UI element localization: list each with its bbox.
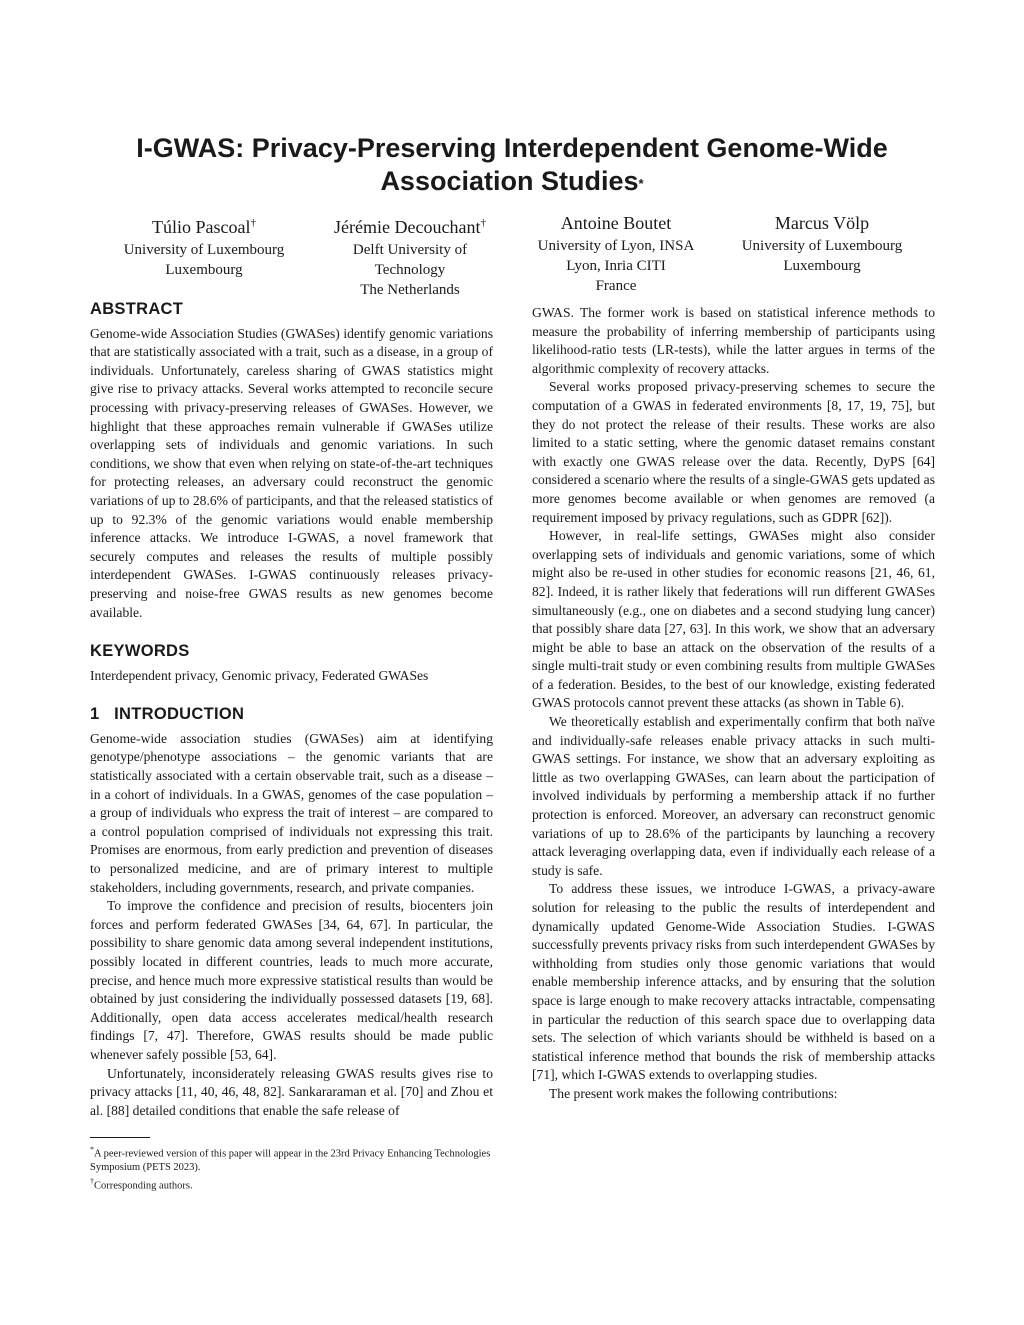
body-paragraph: The present work makes the following contributions: — [549, 1085, 838, 1101]
footnote-mark: † — [90, 1176, 94, 1186]
author-2 — [305, 210, 515, 300]
intro-paragraph: Genome-wide association studies (GWASes) aim at identifying genotype/phenotype associations – the genomic variants that are statistically associated with a certain observable trait, such as a disease – in a cohort of individuals. In a GWAS, genomes of the case population – a group of individuals who express the trait of interest – are compared to a control population comprised of individuals not expressing this trait. Promises are enormous, from early prediction and prevention of diseases to personalized medicine, and are of primary interest to multiple stakeholders, including governments, research, and private companies. — [90, 730, 493, 895]
author-affiliation: University of Lyon, INSA — [537, 238, 695, 254]
right-column — [532, 304, 935, 1104]
author-affiliation: University of Luxembourg — [123, 242, 285, 258]
abstract-heading: ABSTRACT — [90, 300, 184, 318]
intro-paragraph: To improve the confidence and precision of results, biocenters join forces and perform federated GWASes [34, 64, 67]. In particular, the possibility to share genomic data among several independent institutions, possibly located in different countries, leads to much more accurate, precise, and hence much more expressive statistical results than would be obtained by just considering the individually possessed datasets [19, 68]. Additionally, open data access accelerates medical/health research findings [7, 47]. Therefore, GWAS results should be made public whenever safely possible [53, 64]. — [90, 898, 493, 1062]
footnote-mark: * — [90, 1145, 94, 1154]
footnote — [90, 1143, 493, 1175]
footnote-text: Corresponding authors. — [94, 1180, 193, 1191]
paper-title: I-GWAS: Privacy-Preserving Interdependent Genome-Wide Association Studies* — [136, 133, 888, 196]
keywords-text: Interdependent privacy, Genomic privacy, Federated GWASes — [90, 667, 429, 683]
body-paragraph: To address these issues, we introduce I-GWAS, a privacy-aware solution for releasing to the public the results of interdependent and dynamically updated Genome-Wide Association Studies. I-GWAS successfully prevents privacy risks from such interdependent GWASes by withholding from studies only those genomic variations that would enable membership inference attacks, and by ensuring that the solution space is large enough to make recovery attacks intractable, compensating in particular the reduction of this search space due to overlapping data sets. The selection of which variants should be withheld is based on a statistical inference method that bounds the risk of membership attacks [71], which I-GWAS extends to overlapping studies. — [532, 881, 935, 1083]
author-country: France — [595, 278, 637, 294]
author-1 — [99, 210, 309, 280]
introduction-heading: 1 INTRODUCTION — [90, 705, 245, 724]
body-paragraph: However, in real-life settings, GWASes might also consider overlapping sets of individuals and genomic variations, some of which might also be re-used in other studies for economic reasons [21, 46, 61, 82]. Indeed, it is rather likely that federations will run different GWASes simultaneously (e.g., one on diabetes and a second studying lung cancer) that possibly share data [27, 63]. In this work, we show that an adversary might be able to base an attack on the observation of the results of a single multi-trait study or even combining results from multiple GWASes of a federation. Besides, to the best of our knowledge, existing federated GWAS protocols cannot prevent these attacks (as shown in Table 6). — [532, 528, 935, 711]
author-mark: † — [480, 217, 486, 229]
footnote-text: A peer-reviewed version of this paper will appear in the 23rd Privacy Enhancing Technologies Symposium (PETS 2023). — [90, 1148, 491, 1173]
author-affiliation: Delft University of — [352, 242, 468, 258]
author-country: Luxembourg — [783, 258, 861, 274]
body-paragraph: GWAS. The former work is based on statistical inference methods to measure the probability of inferring membership of participants using likelihood-ratio tests (LR-tests), while the latter argues in terms of the algorithmic complexity of recovery attacks. — [532, 305, 935, 376]
author-affiliation: University of Luxembourg — [741, 238, 903, 254]
abstract-text: Genome-wide Association Studies (GWASes) identify genomic variations that are statistically associated with a trait, such as a disease, in a group of individuals. Unfortunately, careless sharing of GWAS statistics might give rise to privacy attacks. Several works attempted to reconcile secure processing with privacy-preserving releases of GWASes. However, we highlight that these approaches remain vulnerable if GWASes utilize overlapping sets of individuals and genomic variations. In such conditions, we show that even when relying on state-of-the-art techniques for protecting releases, an adversary could reconstruct the genomic variations of up to 28.6% of participants, and that the released statistics of up to 92.3% of the genomic variations would enable membership inference attacks. We introduce I-GWAS, a novel framework that securely computes and releases the results of multiple possibly interdependent GWASes. I-GWAS continuously releases privacy-preserving and noise-free GWAS results as new genomes become available. — [90, 325, 493, 620]
author-affiliation: Technology — [374, 262, 446, 278]
title-footnote-mark: * — [638, 176, 644, 191]
author-3 — [511, 210, 721, 296]
keywords-heading: KEYWORDS — [90, 642, 190, 661]
author-name: Jérémie Decouchant — [334, 217, 481, 237]
footnote — [90, 1175, 493, 1193]
intro-paragraph: Unfortunately, inconsiderately releasing GWAS results gives rise to privacy attacks [11, 40, 46, 48, 82]. Sankararaman et al. [70] and Zhou et al. [88] detailed conditions that enable the safe release of — [90, 1065, 493, 1118]
footnote-rule — [90, 1137, 150, 1138]
left-column — [90, 300, 493, 1120]
author-name: Marcus Völp — [774, 213, 870, 233]
author-affiliation: Lyon, Inria CITI — [566, 258, 666, 274]
author-name: Antoine Boutet — [560, 213, 672, 233]
footnotes — [90, 1137, 493, 1193]
author-country: The Netherlands — [360, 282, 460, 298]
author-name: Túlio Pascoal — [152, 217, 251, 237]
body-paragraph: Several works proposed privacy-preserving schemes to secure the computation of a GWAS in federated environments [8, 17, 19, 75], but they do not protect the release of their results. These works are also limited to a static setting, where the genomic dataset remains constant with exactly one GWAS release over the data. Recently, DyPS [64] considered a scenario where the results of a single-GWAS gets updated as more genomes become available or when genomes are removed (a requirement imposed by privacy regulations, such as GDPR [62]). — [532, 379, 935, 525]
body-paragraph: We theoretically establish and experimentally confirm that both naïve and individually-safe releases enable privacy attacks in such multi-GWAS settings. For instance, we show that an adversary exploiting as little as two overlapping GWASes, can learn about the participation of involved individuals by performing a membership attack if no further protection is enforced. Moreover, an adversary can reconstruct genomic variations of up to 28.6% of the participants by launching a recovery attack leveraging overlapping data, even if individually each release of a study is safe. — [532, 714, 935, 878]
author-mark: † — [250, 217, 256, 229]
author-4 — [717, 210, 927, 276]
author-country: Luxembourg — [165, 262, 243, 278]
